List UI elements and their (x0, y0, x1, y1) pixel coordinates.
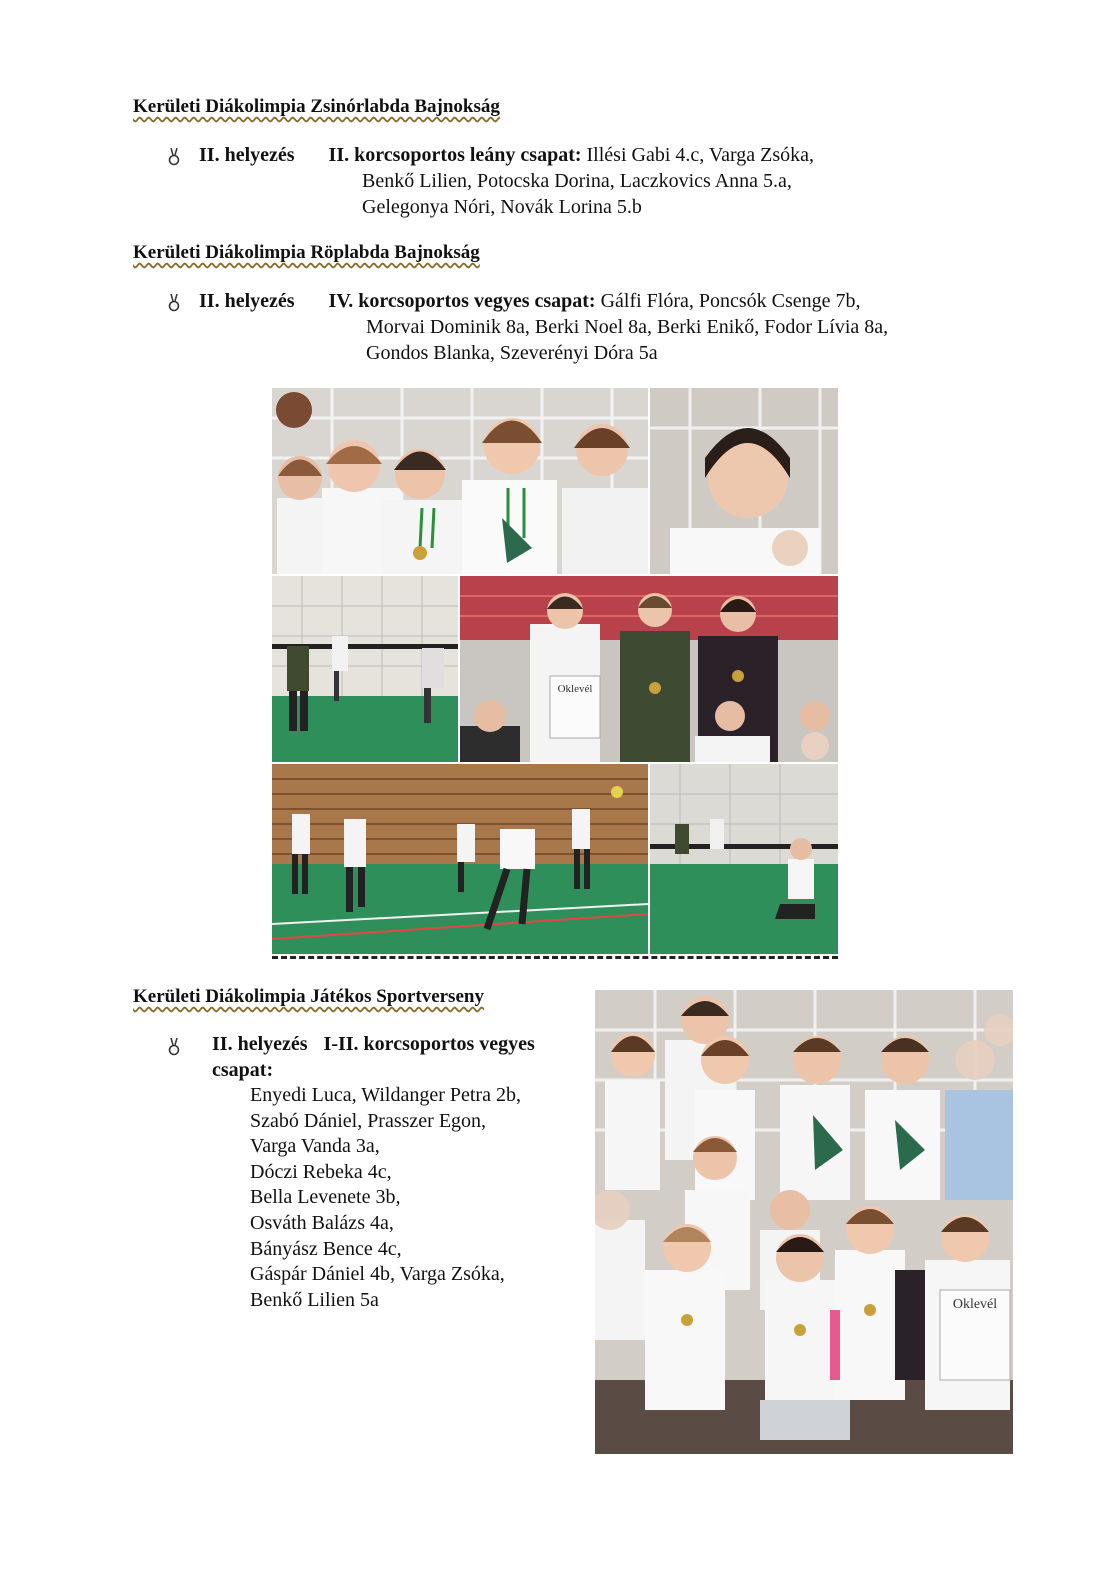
list-item: Osváth Balázs 4a, (250, 1211, 394, 1234)
divider-dashed (272, 956, 838, 959)
team-members-line-3: Gondos Blanka, Szeverényi Dóra 5a (366, 342, 658, 364)
list-item: Enyedi Luca, Wildanger Petra 2b, (250, 1084, 521, 1106)
certificate-text: Oklevél (557, 683, 593, 695)
placement-label: II. helyezés (199, 290, 295, 312)
section-heading-zsinorlabda: Kerületi Diákolimpia Zsinórlabda Bajnokság (133, 96, 500, 117)
photo-volleyball-match (272, 576, 458, 762)
certificate-text: Oklevél (952, 1297, 998, 1312)
placement-line-1 (199, 142, 814, 168)
photo-certificate (460, 576, 838, 762)
list-item: Benkő Lilien 5a (250, 1288, 379, 1311)
medal-icon (168, 1038, 180, 1056)
list-item: Bella Levenete 3b, (250, 1186, 401, 1209)
section-heading-jatekos: Kerületi Diákolimpia Játékos Sportverseny (133, 986, 484, 1007)
section-heading-roplabda: Kerületi Diákolimpia Röplabda Bajnokság (133, 242, 480, 263)
photo-kneeling-player (650, 764, 838, 954)
list-item: Dóczi Rebeka 4c, (250, 1160, 392, 1183)
team-member-list (250, 1083, 521, 1313)
photo-team-group (595, 990, 1013, 1454)
medal-icon (168, 294, 180, 312)
list-item: Bányász Bence 4c, (250, 1237, 402, 1260)
team-label: IV. korcsoportos vegyes csapat: (328, 290, 596, 312)
team-members-line-3: Gelegonya Nóri, Novák Lorina 5.b (362, 196, 642, 218)
team-members: Gálfi Flóra, Poncsók Csenge 7b, (595, 290, 861, 312)
photo-portrait (650, 388, 838, 574)
medal-icon (168, 148, 180, 166)
team-members: Illési Gabi 4.c, Varga Zsóka, (581, 144, 815, 166)
placement-line-2 (199, 288, 861, 314)
team-members-line-2: Benkő Lilien, Potocska Dorina, Laczkovics Anna 5.a, (362, 170, 792, 192)
team-members-line-2: Morvai Dominik 8a, Berki Noel 8a, Berki Enikő, Fodor Lívia 8a, (366, 316, 889, 338)
photo-indoor-game (272, 764, 648, 954)
placement-label: II. helyezés (212, 1033, 308, 1055)
list-item: Gáspár Dániel 4b, Varga Zsóka, (250, 1263, 505, 1286)
team-label: I-II. korcsoportos vegyes (323, 1033, 535, 1055)
list-item: Szabó Dániel, Prasszer Egon, (250, 1109, 487, 1132)
placement-label: II. helyezés (199, 144, 295, 166)
list-item: Varga Vanda 3a, (250, 1135, 380, 1158)
team-label: II. korcsoportos leány csapat: (328, 144, 582, 166)
team-label-line-2: csapat: (212, 1059, 274, 1081)
placement-line-3 (212, 1031, 535, 1057)
photo-collage (272, 388, 838, 954)
photo-team-medals (272, 388, 648, 574)
